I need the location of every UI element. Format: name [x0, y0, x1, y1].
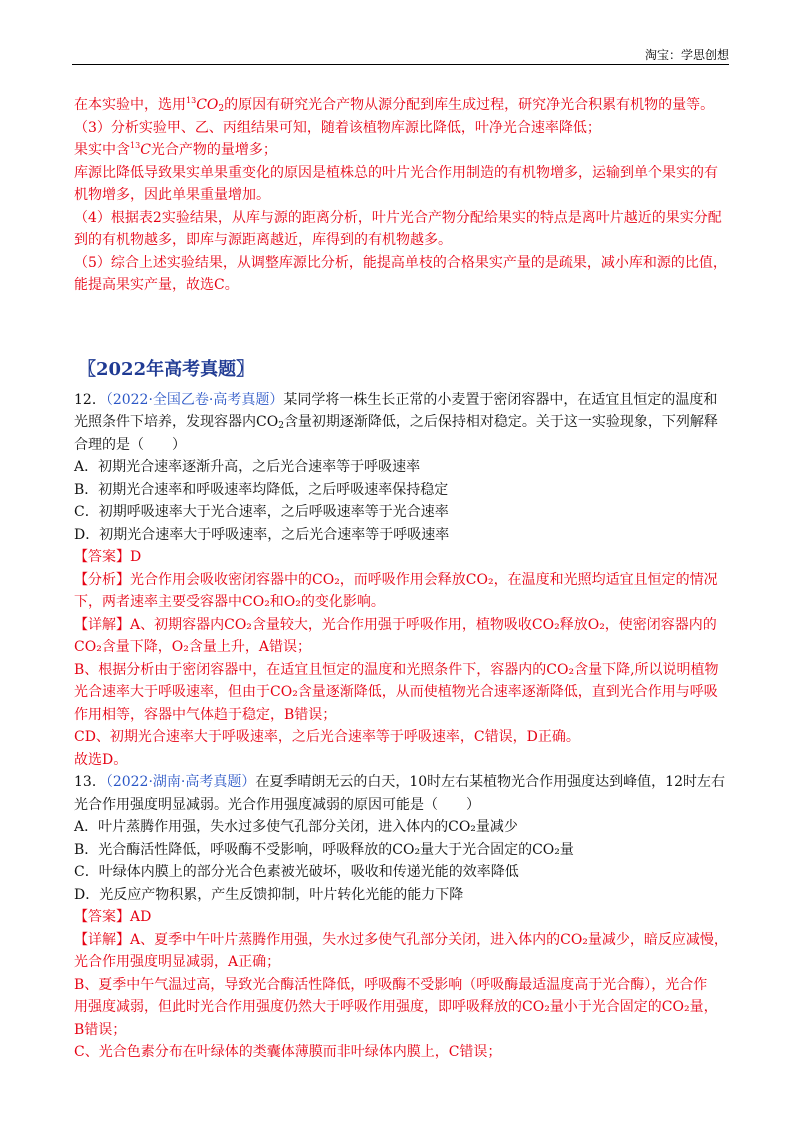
detail-line: C、光合色素分布在叶绿体的类囊体薄膜而非叶绿体内膜上，C错误； [74, 1044, 502, 1060]
document-body [74, 94, 730, 1064]
detail-line: 作用相等，容器中气体趋于稳定，B错误； [74, 706, 337, 723]
question-source: （2022·全国乙卷·高考真题） [105, 391, 284, 408]
analysis-line: 库源比降低导致果实单果重变化的原因是植株总的叶片光合作用制造的有机物增多，运输到单个果实的有 [74, 164, 718, 181]
analysis-line: （3）分析实验甲、乙、丙组结果可知，随着该植物库源比降低，叶净光合速率降低； [74, 119, 601, 136]
answer: 【答案】AD [74, 909, 152, 925]
detail-line: 光合作用强度明显减弱，A正确； [74, 954, 281, 970]
question-12-stem: 光照条件下培养，发现容器内$CO_2$含量初期逐渐降低，之后保持相对稳定。关于这一实验现象，下列解释 [74, 414, 718, 431]
option-b: B．初期光合速率和呼吸速率均降低，之后呼吸速率保持稳定 [74, 481, 449, 498]
question-13-stem: 13．（2022·湖南·高考真题）在夏季晴朗无云的白天，10时左右某植物光合作用强度达到峰值，12时左右 [74, 774, 725, 790]
detail-line: B、夏季中午气温过高，导致光合酶活性降低，呼吸酶不受影响（呼吸酶最适温度高于光合酶），光合作 [74, 976, 708, 993]
question-12-stem: 12．（2022·全国乙卷·高考真题）某同学将一株生长正常的小麦置于密闭容器中，在适宜且恒定的温度和 [74, 391, 718, 408]
detail-line: CO₂含量下降，O₂含量上升，A错误； [74, 639, 312, 655]
header-shop-label: 淘宝：学思创想 [644, 48, 729, 62]
option-a: A．初期光合速率逐渐升高，之后光合速率等于呼吸速率 [74, 459, 421, 475]
option-c: C．初期呼吸速率大于光合速率，之后呼吸速率等于光合速率 [74, 504, 449, 520]
page-header [72, 44, 729, 65]
option-d: D．光反应产物积累，产生反馈抑制，叶片转化光能的能力下降 [74, 886, 464, 903]
analysis-line: 机物增多，因此单果重量增加。 [74, 187, 270, 203]
detail-line: B错误； [74, 1021, 127, 1038]
question-13-stem: 光合作用强度明显减弱。光合作用强度减弱的原因可能是（ ） [74, 796, 480, 813]
analysis-line: 果实中含$^{13}$C光合产物的量增多； [74, 141, 277, 158]
detail-line: 故选D。 [74, 751, 128, 768]
option-b: B．光合酶活性降低，呼吸酶不受影响，呼吸释放的CO₂量大于光合固定的CO₂量 [74, 841, 574, 858]
question-source: （2022·湖南·高考真题） [105, 774, 256, 790]
question-12-stem: 合理的是（ ） [74, 436, 186, 453]
analysis-line: 到的有机物越多，即库与源距离越近，库得到的有机物越多。 [74, 232, 452, 248]
analysis-line: 在本实验中，选用$^{13}CO_2$的原因有研究光合产物从源分配到库生成过程，研究净光合积累有机物的量等。 [74, 96, 715, 114]
analysis-line: 下，两者速率主要受容器中CO₂和O₂的变化影响。 [74, 594, 385, 610]
detail-line: 用强度减弱，但此时光合作用强度仍然大于呼吸作用强度，即呼吸释放的CO₂量小于光合固定的CO₂量， [74, 999, 718, 1015]
analysis-line: 能提高果实产量，故选C。 [74, 277, 239, 293]
detail-line: 光合速率大于呼吸速率，但由于CO₂含量逐渐降低，从而使植物光合速率逐渐降低，直到光合作用与呼吸 [74, 684, 718, 700]
analysis-line: （4）根据表2实验结果，从库与源的距离分析，叶片光合产物分配给果实的特点是离叶片越近的果实分配 [74, 209, 722, 226]
option-c: C．叶绿体内膜上的部分光合色素被光破坏，吸收和传递光能的效率降低 [74, 864, 519, 880]
analysis-line: （5）综合上述实验结果，从调整库源比分析，能提高单枝的合格果实产量的是疏果，减小库和源的比值， [74, 254, 727, 271]
answer: 【答案】D [74, 549, 142, 565]
detail-line: 【详解】A、初期容器内CO₂含量较大，光合作用强于呼吸作用，植物吸收CO₂释放O₂，使密闭容器内的 [74, 616, 717, 633]
option-d: D．初期光合速率大于呼吸速率，之后光合速率等于呼吸速率 [74, 526, 450, 543]
detail-line: B、根据分析由于密闭容器中，在适宜且恒定的温度和光照条件下，容器内的CO₂含量下降,所以说明植物 [74, 661, 719, 678]
option-a: A．叶片蒸腾作用强，失水过多使气孔部分关闭，进入体内的CO₂量减少 [74, 819, 518, 835]
section-title: 〖2022年高考真题〗 [78, 358, 255, 380]
analysis-line: 【分析】光合作用会吸收密闭容器中的CO₂，而呼吸作用会释放CO₂，在温度和光照均适宜且恒定的情况 [74, 571, 718, 588]
detail-line: 【详解】A、夏季中午叶片蒸腾作用强，失水过多使气孔部分关闭，进入体内的CO₂量减少，暗反应减慢， [74, 931, 728, 948]
detail-line: CD、初期光合速率大于呼吸速率，之后光合速率等于呼吸速率，C错误，D正确。 [74, 729, 580, 745]
